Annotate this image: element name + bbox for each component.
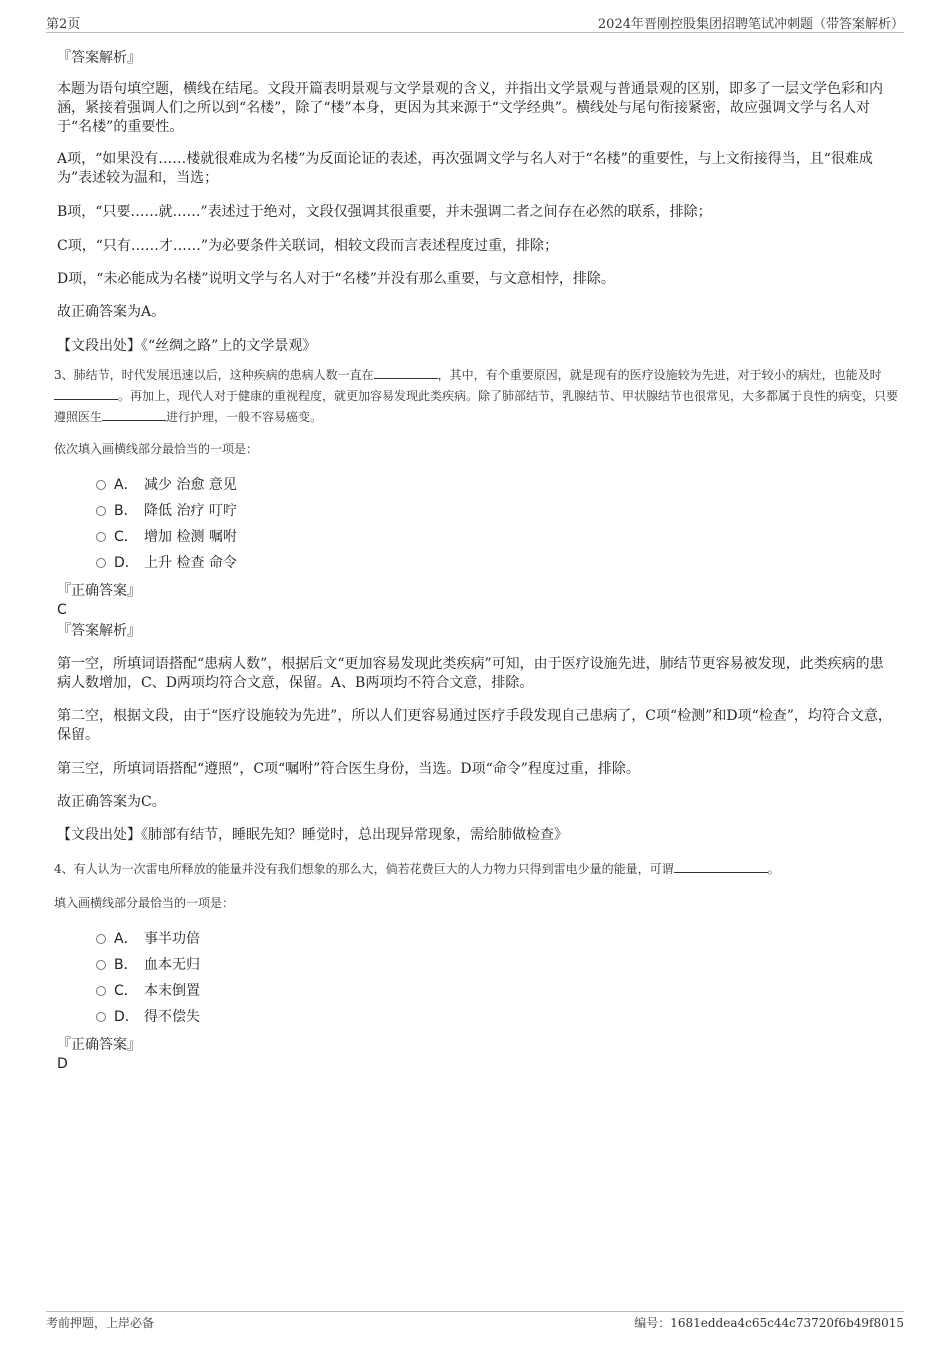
option-text: 得不偿失 [144, 1009, 200, 1025]
option-b[interactable] [96, 956, 200, 974]
radio-icon[interactable] [96, 934, 106, 944]
correct-answer: C [57, 602, 67, 618]
option-text: 事半功倍 [144, 931, 200, 947]
blank-3 [102, 409, 166, 421]
radio-icon[interactable] [96, 532, 106, 542]
option-letter: C． [114, 983, 138, 999]
option-letter: D． [114, 555, 139, 571]
header-divider [46, 32, 904, 33]
final-answer: 故正确答案为C。 [57, 794, 166, 810]
question-4-text [54, 859, 899, 880]
option-text: 上升 检查 命令 [144, 555, 237, 571]
correct-answer-label: 『正确答案』 [57, 1037, 141, 1053]
option-a[interactable] [96, 476, 237, 494]
analysis-paragraph: 本题为语句填空题，横线在结尾。文段开篇表明景观与文学景观的含义，并指出文学景观与普通景观的区别，即多了一层文学色彩和内涵，紧接着强调人们之所以到“名楼”，除了“楼”本身，更因为其来源于“文学经典”。横线处与尾句衔接紧密，故应强调文学与名人对于“名楼”的重要性。 [57, 81, 883, 135]
radio-icon[interactable] [96, 506, 106, 516]
option-text: 减少 治愈 意见 [144, 477, 237, 493]
question-4-prompt: 填入画横线部分最恰当的一项是： [54, 896, 235, 910]
option-a[interactable] [96, 930, 200, 948]
source-citation: 【文段出处】《“丝绸之路”上的文学景观》 [57, 338, 317, 354]
option-letter: B． [114, 503, 138, 519]
option-letter: B． [114, 957, 138, 973]
analysis-paragraph-3: 第三空，所填词语搭配“遵照”，C项“嘱咐”符合医生身份，当选。D项“命令”程度过重，排除。 [57, 761, 640, 777]
option-d[interactable] [96, 1008, 200, 1026]
question-3-part1: 3、肺结节，时代发展迅速以后，这种疾病的患病人数一直在 [54, 368, 374, 382]
option-letter: D． [114, 1009, 139, 1025]
footer-slogan: 考前押题，上岸必备 [46, 1316, 155, 1330]
page-number: 第2页 [46, 17, 81, 32]
option-text: 本末倒置 [144, 983, 200, 999]
analysis-label: 『答案解析』 [57, 50, 141, 66]
correct-answer-label: 『正确答案』 [57, 583, 141, 599]
analysis-option-d: D项，“未必能成为名楼”说明文学与名人对于“名楼”并没有那么重要，与文意相悖，排除。 [57, 271, 615, 287]
radio-icon[interactable] [96, 558, 106, 568]
option-letter: A． [114, 477, 138, 493]
radio-icon[interactable] [96, 960, 106, 970]
document-title: 2024年晋刚控股集团招聘笔试冲刺题（带答案解析） [597, 17, 904, 32]
blank-1 [674, 861, 768, 873]
option-letter: A． [114, 931, 138, 947]
option-text: 降低 治疗 叮咛 [144, 503, 237, 519]
question-4-part2: 。 [767, 862, 780, 876]
analysis-paragraph-2: 第二空，根据文段，由于“医疗设施较为先进”，所以人们更容易通过医疗手段发现自己患病了，C项“检测”和D项“检查”，均符合文意，保留。 [57, 708, 892, 743]
question-3-text [54, 365, 899, 428]
analysis-paragraph-1: 第一空，所填词语搭配“患病人数”，根据后文“更加容易发现此类疾病”可知，由于医疗设施先进，肺结节更容易被发现，此类疾病的患病人数增加，C、D两项均符合文意，保留。A、B两项均不符合文意，排除。 [57, 656, 884, 691]
question-3-prompt: 依次填入画横线部分最恰当的一项是： [54, 442, 259, 456]
option-d[interactable] [96, 554, 237, 572]
final-answer: 故正确答案为A。 [57, 304, 166, 320]
blank-1 [374, 367, 438, 379]
blank-2 [54, 388, 118, 400]
option-letter: C． [114, 529, 138, 545]
analysis-option-c: C项，“只有……才……”为必要条件关联词，相较文段而言表述程度过重，排除； [57, 238, 559, 254]
question-3-part2: ，其中，有个重要原因，就是现有的医疗设施较为先进，对于较小的病灶，也能及时 [437, 368, 882, 382]
footer-divider [46, 1311, 904, 1312]
option-text: 血本无归 [144, 957, 200, 973]
radio-icon[interactable] [96, 480, 106, 490]
correct-answer: D [57, 1056, 68, 1072]
radio-icon[interactable] [96, 986, 106, 996]
document-id: 编号：1681eddea4c65c44c73720f6b49f8015 [634, 1316, 904, 1330]
analysis-option-a: A项，“如果没有……楼就很难成为名楼”为反面论证的表述，再次强调文学与名人对于“名楼”的重要性，与上文衔接得当，且“很难成为”表述较为温和，当选； [57, 151, 873, 186]
option-text: 增加 检测 嘱咐 [144, 529, 237, 545]
question-4-part1: 4、有人认为一次雷电所释放的能量并没有我们想象的那么大，倘若花费巨大的人力物力只得到雷电少量的能量，可谓 [54, 862, 674, 876]
option-c[interactable] [96, 982, 200, 1000]
radio-icon[interactable] [96, 1012, 106, 1022]
option-c[interactable] [96, 528, 237, 546]
source-citation: 【文段出处】《肺部有结节，睡眠先知？睡觉时，总出现异常现象，需给肺做检查》 [57, 827, 568, 843]
option-b[interactable] [96, 502, 237, 520]
question-3-part4: 进行护理，一般不容易癌变。 [166, 410, 323, 424]
question-3-part3: 。再加上，现代人对于健康的重视程度，就更加容易发现此类疾病。除了肺部结节，乳腺结节、甲状腺结节也很常见，大多都属于良性的病变，只要遵照医生 [54, 389, 899, 424]
analysis-label: 『答案解析』 [57, 623, 141, 639]
analysis-option-b: B项，“只要……就……”表述过于绝对，文段仅强调其很重要，并未强调二者之间存在必然的联系，排除； [57, 204, 712, 220]
